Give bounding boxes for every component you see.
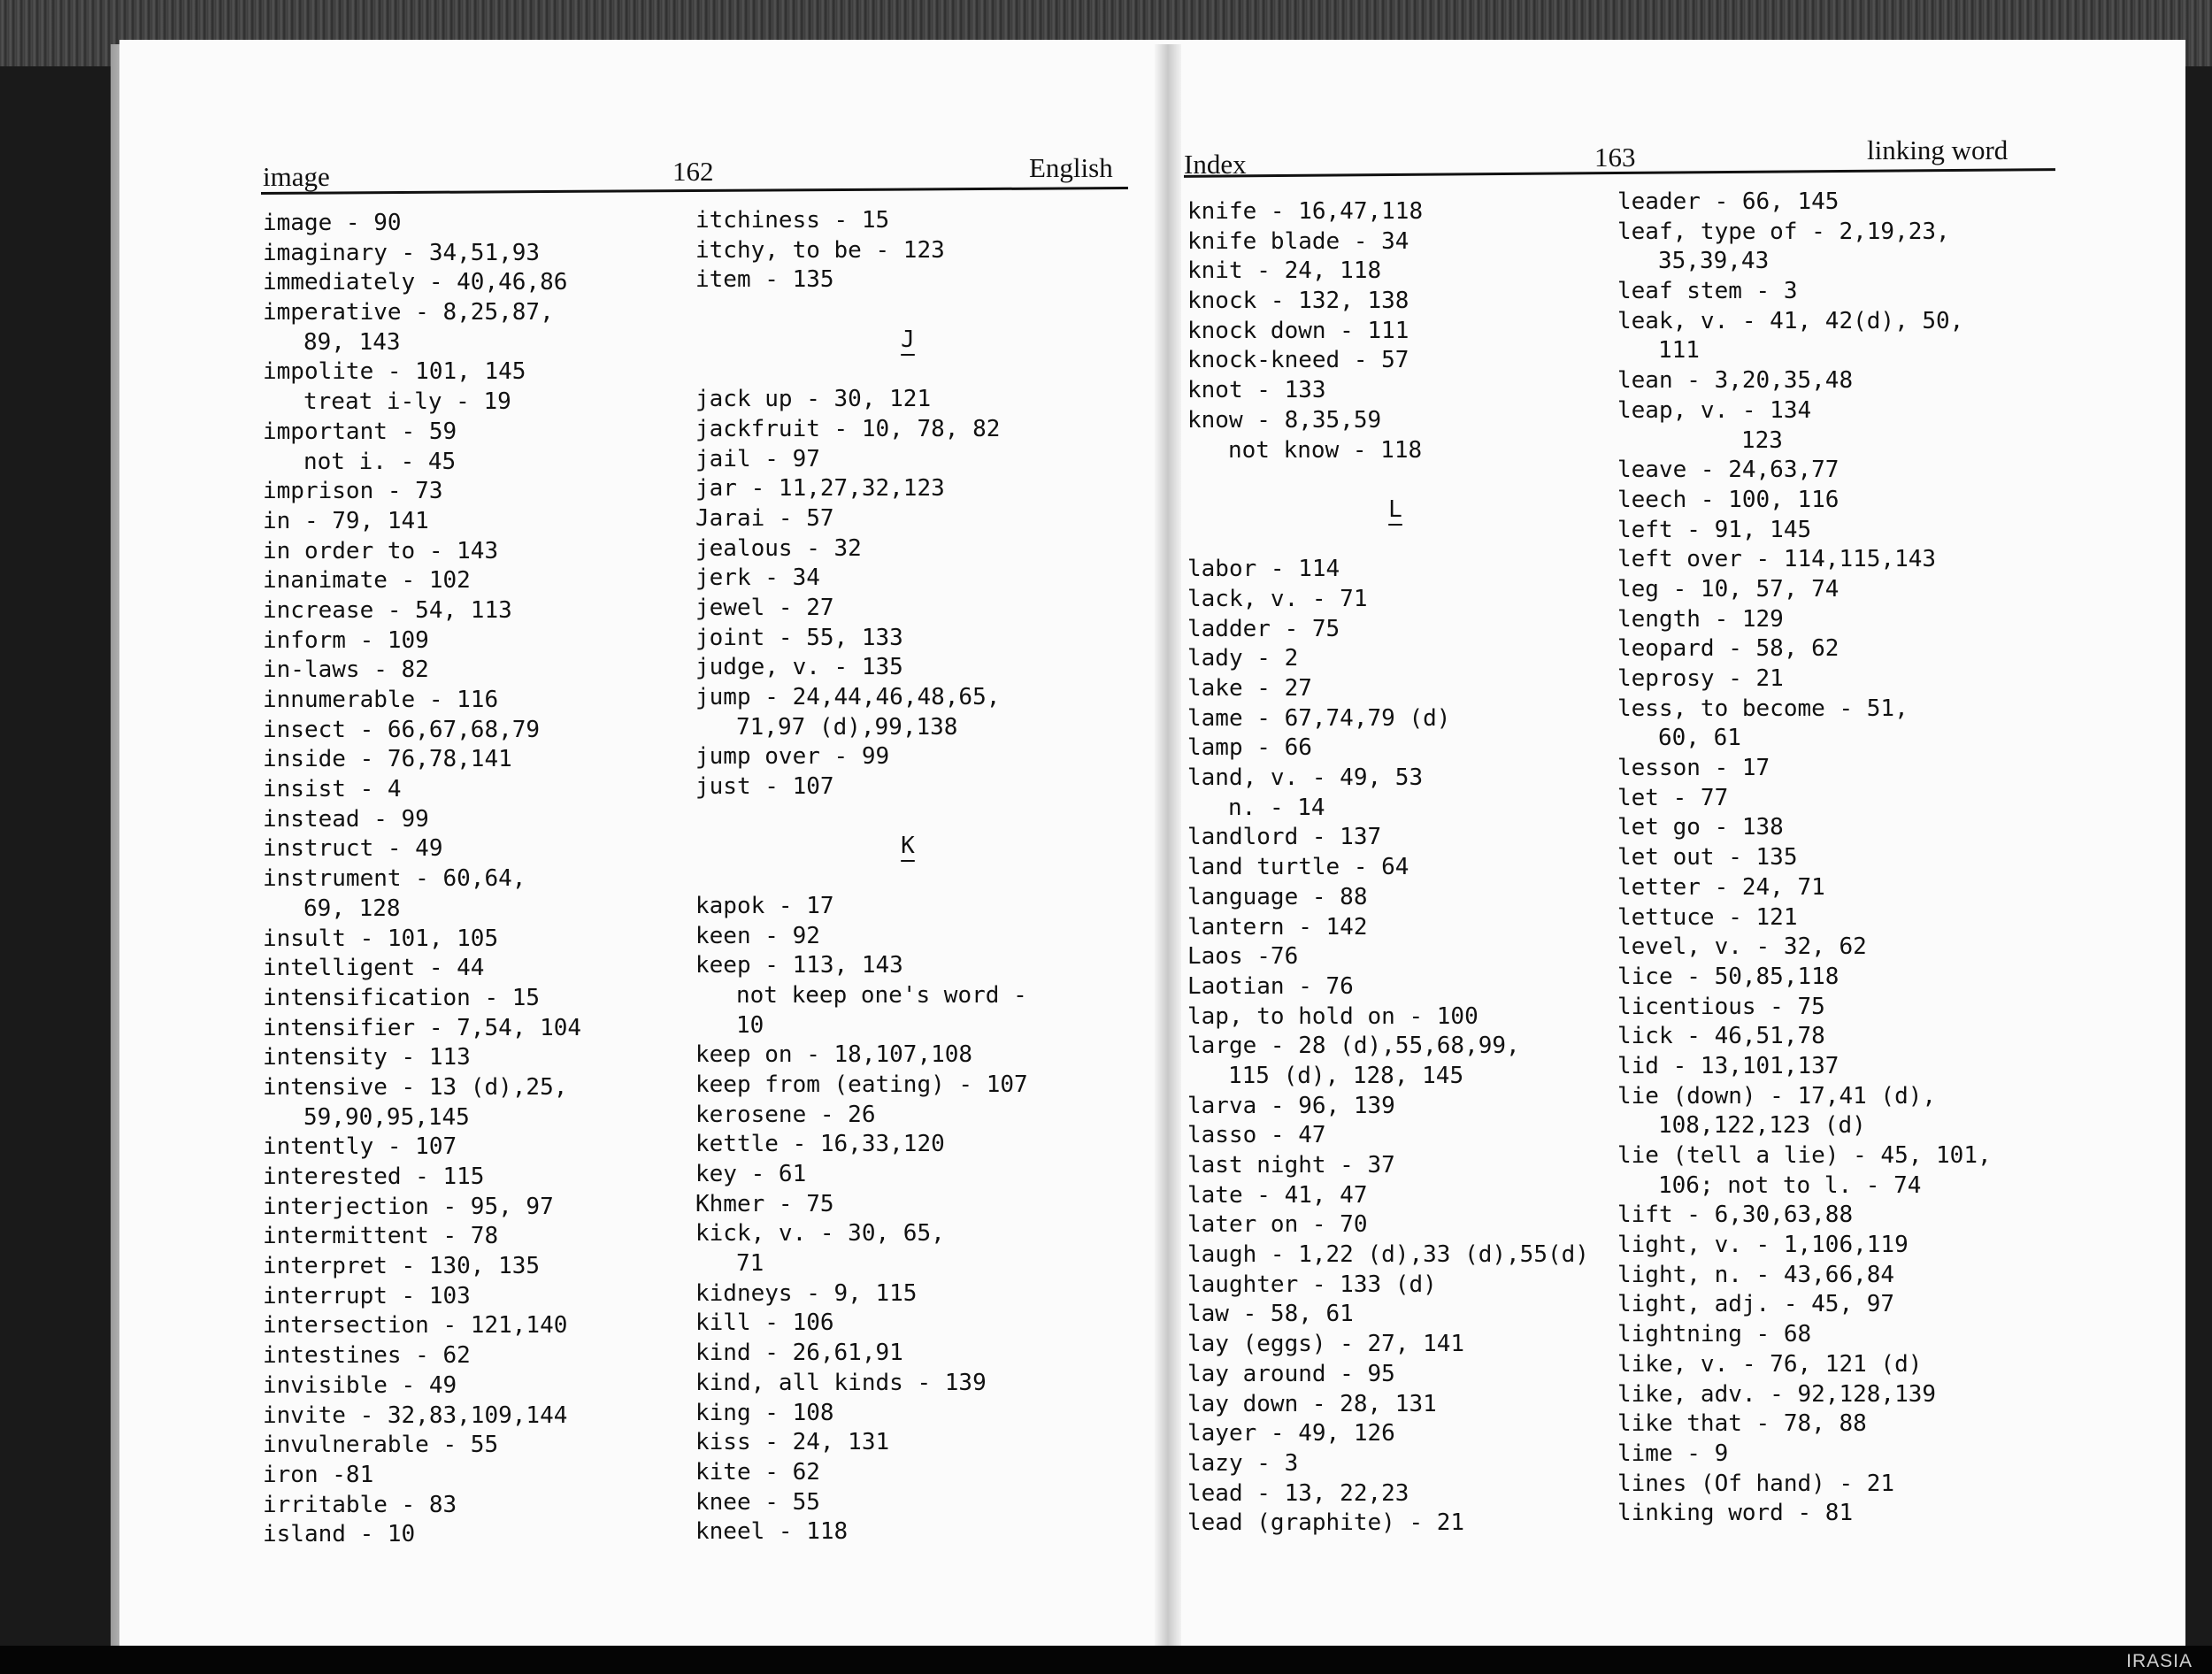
index-entry: light, n. - 43,66,84	[1617, 1261, 1895, 1288]
index-entry: kind - 26,61,91	[695, 1340, 903, 1367]
index-entry: ladder - 75	[1187, 615, 1340, 642]
index-entry: language - 88	[1187, 883, 1368, 910]
index-entry: island - 10	[263, 1521, 416, 1548]
index-entry: lice - 50,85,118	[1617, 963, 1839, 990]
index-entry: let - 77	[1617, 784, 1729, 811]
index-entry: interrupt - 103	[263, 1282, 471, 1309]
index-entry: king - 108	[695, 1399, 834, 1426]
index-entry: leprosy - 21	[1617, 665, 1784, 692]
index-column-left-2	[695, 206, 1120, 1547]
index-entry: imaginary - 34,51,93	[263, 239, 541, 266]
index-entry: Jarai - 57	[695, 504, 834, 532]
index-entry: lazy - 3	[1187, 1449, 1299, 1477]
index-entry: lift - 6,30,63,88	[1617, 1202, 1854, 1229]
index-subentry: not i. - 45	[303, 448, 457, 475]
index-subentry: 69, 128	[303, 895, 401, 922]
index-entry: last night - 37	[1187, 1152, 1395, 1179]
index-entry: knock down - 111	[1187, 317, 1409, 344]
index-entry: law - 58, 61	[1187, 1301, 1354, 1328]
blank-line	[695, 296, 1120, 326]
index-entry: interpret - 130, 135	[263, 1253, 541, 1280]
index-entry: intensity - 113	[263, 1044, 471, 1071]
section-letter: J	[901, 326, 915, 353]
index-entry: know - 8,35,59	[1187, 406, 1382, 434]
index-column-right-1	[1187, 197, 1603, 1539]
index-entry: laughter - 133 (d)	[1187, 1271, 1437, 1298]
index-entry: lie (down) - 17,41 (d),	[1617, 1082, 1937, 1110]
index-entry: interjection - 95, 97	[263, 1193, 554, 1220]
index-entry: intensifier - 7,54, 104	[263, 1014, 582, 1041]
index-entry: left over - 114,115,143	[1617, 546, 1937, 573]
index-entry: kind, all kinds - 139	[695, 1369, 987, 1396]
index-entry: jail - 97	[695, 445, 820, 472]
left-header-section: English	[1029, 152, 1113, 183]
index-entry: kidneys - 9, 115	[695, 1279, 918, 1307]
index-column-right-2	[1617, 188, 2042, 1529]
index-entry: lay down - 28, 131	[1187, 1390, 1437, 1417]
index-entry: invulnerable - 55	[263, 1432, 499, 1459]
index-entry: jealous - 32	[695, 534, 862, 562]
index-entry: knot - 133	[1187, 377, 1326, 404]
index-entry: image - 90	[263, 210, 402, 236]
index-entry: let out - 135	[1617, 844, 1798, 872]
index-entry: Laotian - 76	[1187, 972, 1354, 1000]
index-entry: leaf, type of - 2,19,23,	[1617, 218, 1950, 245]
index-entry: linking word - 81	[1617, 1500, 1854, 1527]
index-entry: knock-kneed - 57	[1187, 347, 1409, 374]
index-entry: lime - 9	[1617, 1440, 1729, 1467]
index-entry: laugh - 1,22 (d),33 (d),55(d)	[1187, 1241, 1589, 1269]
right-header-section: Index	[1184, 149, 1247, 180]
index-entry: labor - 114	[1187, 556, 1340, 583]
index-entry: lead - 13, 22,23	[1187, 1479, 1409, 1507]
index-entry: kiss - 24, 131	[695, 1429, 890, 1456]
index-entry: late - 41, 47	[1187, 1181, 1368, 1209]
index-entry: kill - 106	[695, 1309, 834, 1337]
index-entry: inside - 76,78,141	[263, 746, 512, 773]
index-entry: keen - 92	[695, 922, 820, 949]
index-entry: lay around - 95	[1187, 1360, 1395, 1387]
index-entry: light, adj. - 45, 97	[1617, 1291, 1895, 1318]
index-entry: inform - 109	[263, 626, 429, 654]
right-header-last-entry: linking word	[1867, 134, 2008, 165]
index-entry: iron -81	[263, 1461, 374, 1488]
index-entry: increase - 54, 113	[263, 596, 512, 624]
index-entry: lick - 46,51,78	[1617, 1023, 1825, 1050]
index-entry: lasso - 47	[1187, 1122, 1326, 1149]
index-entry: less, to become - 51,	[1617, 695, 1909, 722]
index-entry: lame - 67,74,79 (d)	[1187, 704, 1451, 732]
index-entry: leader - 66, 145	[1617, 188, 1839, 215]
index-entry: lightning - 68	[1617, 1321, 1812, 1348]
index-entry: leech - 100, 116	[1617, 486, 1839, 513]
index-entry: leg - 10, 57, 74	[1617, 575, 1839, 603]
index-entry: lie (tell a lie) - 45, 101,	[1617, 1142, 1992, 1169]
blank-line	[1187, 526, 1603, 556]
index-entry: immediately - 40,46,86	[263, 269, 568, 296]
index-subentry: 123	[1658, 426, 1783, 454]
index-entry: like, v. - 76, 121 (d)	[1617, 1350, 1923, 1378]
index-entry: in - 79, 141	[263, 507, 429, 534]
index-entry: like, adv. - 92,128,139	[1617, 1380, 1937, 1408]
scan-background-bottom	[0, 1646, 2212, 1674]
index-entry: knife blade - 34	[1187, 227, 1409, 255]
index-entry: lantern - 142	[1187, 913, 1368, 941]
index-entry: itchiness - 15	[695, 207, 890, 234]
index-entry: jump over - 99	[695, 743, 890, 771]
index-entry: inanimate - 102	[263, 567, 471, 595]
index-entry: lead (graphite) - 21	[1187, 1509, 1465, 1537]
index-entry: knife - 16,47,118	[1187, 198, 1424, 225]
index-subentry: 71	[736, 1250, 764, 1278]
index-entry: intelligent - 44	[263, 955, 485, 982]
index-entry: keep on - 18,107,108	[695, 1041, 973, 1069]
index-entry: instrument - 60,64,	[263, 865, 526, 893]
index-entry: letter - 24, 71	[1617, 873, 1825, 901]
index-entry: key - 61	[695, 1161, 807, 1187]
index-entry: like that - 78, 88	[1617, 1410, 1867, 1438]
index-entry: invisible - 49	[263, 1371, 457, 1399]
index-subentry: 59,90,95,145	[303, 1103, 470, 1131]
watermark: IRASIA	[2126, 1651, 2193, 1671]
index-entry: kneel - 118	[695, 1518, 849, 1546]
index-entry: lid - 13,101,137	[1617, 1052, 1839, 1079]
index-entry: itchy, to be - 123	[695, 236, 945, 264]
index-entry: kapok - 17	[695, 892, 834, 919]
index-entry: kick, v. - 30, 65,	[695, 1220, 945, 1248]
index-entry: imprison - 73	[263, 478, 443, 505]
index-entry: intermittent - 78	[263, 1223, 499, 1250]
index-entry: invite - 32,83,109,144	[263, 1401, 568, 1429]
index-entry: leave - 24,63,77	[1617, 457, 1839, 484]
index-entry: leopard - 58, 62	[1617, 635, 1839, 663]
index-subentry: 89, 143	[303, 328, 401, 356]
index-entry: level, v. - 32, 62	[1617, 933, 1867, 961]
index-entry: light, v. - 1,106,119	[1617, 1232, 1909, 1259]
index-subentry: 106; not to l. - 74	[1658, 1171, 1922, 1199]
index-entry: land, v. - 49, 53	[1187, 764, 1424, 792]
index-entry: leak, v. - 41, 42(d), 50,	[1617, 307, 1964, 334]
index-subentry: n. - 14	[1228, 794, 1325, 821]
index-entry: lamp - 66	[1187, 734, 1312, 762]
index-entry: lap, to hold on - 100	[1187, 1002, 1479, 1030]
left-header-first-entry: image	[263, 161, 330, 192]
index-subentry: 108,122,123 (d)	[1658, 1112, 1866, 1140]
index-entry: jack up - 30, 121	[695, 386, 932, 413]
index-subentry: 60, 61	[1658, 725, 1741, 752]
index-entry: leap, v. - 134	[1617, 396, 1812, 424]
index-entry: instead - 99	[263, 805, 429, 833]
index-entry: jackfruit - 10, 78, 82	[695, 415, 1001, 442]
index-entry: joint - 55, 133	[695, 624, 903, 651]
index-subentry: treat i-ly - 19	[303, 388, 511, 416]
index-entry: imperative - 8,25,87,	[263, 299, 554, 326]
index-subentry: 111	[1658, 337, 1700, 365]
index-entry: licentious - 75	[1617, 993, 1825, 1020]
index-entry: kettle - 16,33,120	[695, 1131, 945, 1158]
blank-line	[1187, 465, 1603, 495]
index-column-left-1	[263, 209, 652, 1550]
blank-line	[695, 355, 1120, 385]
index-entry: in order to - 143	[263, 537, 499, 564]
index-entry: just - 107	[695, 773, 834, 801]
index-entry: kerosene - 26	[695, 1101, 876, 1128]
index-entry: lack, v. - 71	[1187, 585, 1368, 612]
index-entry: insult - 101, 105	[263, 925, 499, 952]
left-page-number: 162	[672, 156, 714, 187]
index-entry: Khmer - 75	[695, 1190, 834, 1217]
index-entry: intestines - 62	[263, 1342, 471, 1370]
right-page	[1168, 0, 2212, 1674]
index-entry: impolite - 101, 145	[263, 358, 526, 386]
index-entry: intently - 107	[263, 1133, 457, 1161]
index-subentry: 115 (d), 128, 145	[1228, 1062, 1464, 1089]
index-entry: insist - 4	[263, 776, 402, 803]
index-entry: instruct - 49	[263, 835, 443, 863]
index-entry: intensification - 15	[263, 984, 541, 1011]
section-letter: L	[1388, 495, 1402, 523]
index-entry: item - 135	[695, 266, 834, 294]
right-page-number: 163	[1594, 142, 1636, 173]
index-entry: lady - 2	[1187, 645, 1299, 672]
index-subentry: not know - 118	[1228, 436, 1423, 464]
index-entry: land turtle - 64	[1187, 854, 1409, 881]
index-entry: jump - 24,44,46,48,65,	[695, 684, 1001, 710]
index-entry: knit - 24, 118	[1187, 257, 1382, 285]
left-header-rule	[261, 187, 1128, 195]
index-entry: lines (Of hand) - 21	[1617, 1470, 1895, 1497]
section-letter: K	[901, 833, 915, 860]
index-entry: important - 59	[263, 418, 457, 445]
index-entry: lesson - 17	[1617, 755, 1770, 782]
blank-line	[695, 862, 1120, 892]
index-entry: keep from (eating) - 107	[695, 1071, 1028, 1098]
index-entry: interested - 115	[263, 1163, 485, 1190]
index-entry: judge, v. - 135	[695, 654, 903, 681]
blank-line	[695, 802, 1120, 833]
index-subentry: 71,97 (d),99,138	[736, 713, 958, 741]
index-entry: intensive - 13 (d),25,	[263, 1073, 568, 1101]
index-entry: irritable - 83	[263, 1491, 457, 1518]
index-entry: jar - 11,27,32,123	[695, 475, 945, 503]
index-entry: knock - 132, 138	[1187, 288, 1409, 315]
index-subentry: not keep one's word -	[736, 981, 1027, 1009]
index-entry: in-laws - 82	[263, 657, 429, 684]
index-entry: jerk - 34	[695, 564, 820, 592]
index-subentry: 10	[736, 1011, 764, 1039]
index-entry: kite - 62	[695, 1458, 820, 1486]
index-entry: insect - 66,67,68,79	[263, 716, 541, 743]
index-entry: knee - 55	[695, 1488, 820, 1516]
index-entry: lettuce - 121	[1617, 903, 1798, 931]
index-entry: lean - 3,20,35,48	[1617, 367, 1854, 395]
index-entry: leaf stem - 3	[1617, 278, 1798, 305]
index-subentry: 35,39,43	[1658, 248, 1770, 275]
index-entry: innumerable - 116	[263, 687, 499, 713]
index-entry: layer - 49, 126	[1187, 1420, 1395, 1447]
index-entry: larva - 96, 139	[1187, 1092, 1395, 1119]
index-entry: landlord - 137	[1187, 824, 1382, 851]
index-entry: left - 91, 145	[1617, 516, 1812, 543]
index-entry: large - 28 (d),55,68,99,	[1187, 1033, 1520, 1060]
index-entry: let go - 138	[1617, 814, 1784, 841]
index-entry: later on - 70	[1187, 1211, 1368, 1239]
index-entry: jewel - 27	[695, 594, 834, 621]
index-entry: lake - 27	[1187, 675, 1312, 702]
index-entry: Laos -76	[1187, 943, 1299, 971]
index-entry: lay (eggs) - 27, 141	[1187, 1331, 1465, 1358]
index-entry: keep - 113, 143	[695, 952, 903, 979]
index-entry: length - 129	[1617, 605, 1784, 633]
index-entry: intersection - 121,140	[263, 1312, 568, 1340]
